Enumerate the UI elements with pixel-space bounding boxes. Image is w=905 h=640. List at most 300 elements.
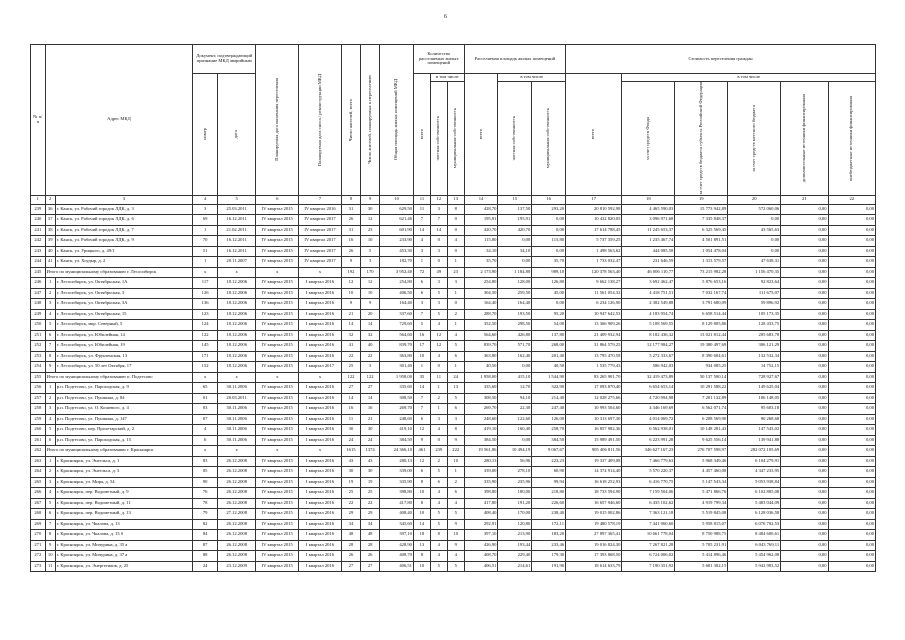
table-cell: IV квартал 2015 [256,530,299,541]
col-plan-end: Планируемая дата окончания переселения [256,45,299,196]
table-row [31,509,876,520]
table-cell: IV квартал 2015 [256,257,299,268]
table-cell: 21.02.2011 [218,225,256,236]
table-cell: г. Лесосибирск, ул. Октябрьская, 15 [55,309,192,320]
table-cell: г. Красноярск, пер. Водометный, д. 11 [55,498,192,509]
table-cell: 3 692 462,47 [622,278,675,289]
table-cell: 18 614 633,79 [566,561,622,572]
table-total-row [31,446,876,457]
table-cell: 6 076 702,53 [728,519,781,530]
table-cell: 4 [447,330,464,341]
table-cell: 18 [622,195,675,204]
table-cell: 0,00 [828,236,876,247]
table-cell: 20 810 592,98 [566,204,622,215]
table-cell: 251 [31,330,46,341]
table-cell: IV квартал 2015 [256,467,299,478]
table-cell: 268 [31,509,46,520]
table-row [31,309,876,320]
table-cell: 16 [361,404,380,415]
table-cell: 0,00 [828,561,876,572]
table-cell: 0,00 [781,393,828,404]
table-cell: г. Красноярск, ул. Мичурина, д. 37 а [55,551,192,562]
table-cell: 337,60 [380,309,414,320]
table-cell: 269,70 [464,404,498,415]
table-cell: I квартал 2016 [299,288,342,299]
table-cell: 5 483 044,09 [728,498,781,509]
table-cell: 8 [447,425,464,436]
table-cell: 10 [413,351,430,362]
table-cell: 15 989 491,50 [566,435,622,446]
table-cell: x [218,372,256,383]
col-rooms-incl: в том числе [430,74,464,82]
table-cell: I квартал 2016 [299,488,342,499]
table-cell: 10 432 820,05 [566,215,622,226]
table-cell: 5 570 220,37 [622,467,675,478]
table-cell: 3 [447,414,464,425]
table-cell: 170,00 [498,509,532,520]
table-row [31,477,876,488]
table-cell: I квартал 2016 [299,530,342,541]
table-cell: x [299,372,342,383]
table-cell: 0,00 [498,362,532,373]
table-cell: 122,60 [498,414,532,425]
table-cell: 14 [361,320,380,331]
table-cell: 5 147 543,34 [675,477,728,488]
table-cell: 4 [413,236,430,247]
table-cell: 139 941,88 [728,435,781,446]
table-cell: 9 [447,540,464,551]
table-cell: 0,00 [828,383,876,394]
table-cell: 267 [31,498,46,509]
table-cell: 0,00 [781,414,828,425]
table-cell: 22 [341,351,360,362]
table-cell: 239 [430,446,447,457]
table-cell: IV квартал 2015 [256,551,299,562]
table-cell: IV квартал 2016 [299,204,342,215]
table-cell: 0,00 [781,509,828,520]
table-cell: 264 [31,467,46,478]
table-cell: 0,00 [781,383,828,394]
table-cell: IV квартал 2015 [256,341,299,352]
table-cell: 26.12.2008 [218,551,256,562]
table-cell: 5 108 569,55 [622,320,675,331]
table-cell: 192 [341,267,360,278]
table-cell: 0,00 [828,320,876,331]
table-cell: 4 [430,498,447,509]
table-cell: 363,80 [464,351,498,362]
table-cell: 1 184,80 [498,267,532,278]
table-cell: 262 [31,446,46,457]
table-cell: 7 190 351,92 [622,561,675,572]
table-cell: 30.11.2006 [218,425,256,436]
table-row [31,561,876,572]
table-cell: 6 [193,435,218,446]
table-row [31,383,876,394]
table-cell: 12 [361,278,380,289]
table-cell: 11 245 653,37 [622,225,675,236]
table-cell: 0,00 [781,257,828,268]
table-cell: 0,00 [781,225,828,236]
table-cell: 14 374 914,40 [566,467,622,478]
table-cell: 0,00 [828,519,876,530]
table-cell: 2 [45,393,55,404]
table-cell: 2 [45,467,55,478]
table-cell: 255 [31,372,46,383]
table-cell: 266 [31,488,46,499]
table-cell: 46 006 110,77 [622,267,675,278]
table-cell: 21 [361,414,380,425]
table-cell: г. Лесосибирск, ул. 50 лет Октября, 17 [55,362,192,373]
table-cell: 5 737 359,25 [566,236,622,247]
table-cell: x [256,372,299,383]
table-cell: 428,90 [380,540,414,551]
table-cell: 4 457 460,08 [675,467,728,478]
col-area-total: Общая площадь жилых помещений МКД [380,45,414,196]
table-cell: IV квартал 2015 [256,299,299,310]
table-cell: 128,00 [498,278,532,289]
table-cell: 12,70 [498,383,532,394]
col-cost-additional: дополнительные источники финансирования [781,82,828,196]
table-cell: 0,00 [781,278,828,289]
table-cell: 10 993 504,60 [566,404,622,415]
table-cell: IV квартал 2015 [256,383,299,394]
table-cell: IV квартал 2015 [256,498,299,509]
table-cell: 170 [361,267,380,278]
table-cell: 193,50 [498,309,532,320]
table-cell: 0 [430,257,447,268]
table-cell: 280,13 [464,456,498,467]
table-cell: I квартал 2016 [299,477,342,488]
table-cell: 269,70 [380,404,414,415]
table-row [31,498,876,509]
table-cell: 419,10 [380,425,414,436]
table-cell: IV квартал 2015 [256,435,299,446]
table-cell: 79 [193,509,218,520]
table-cell: I квартал 2016 [299,561,342,572]
table-cell: 1 [447,257,464,268]
table-cell: 258 [31,404,46,415]
col-rooms: Количество расселяемых жилых помещений [413,45,464,74]
col-plan-demo: Планируемая дата сноса / реконструкции МКД [299,45,342,196]
table-cell: г. Лесосибирск, ул. Фрунзенская, 13 [55,351,192,362]
table-cell: 27 897 365,41 [566,530,622,541]
table-cell: 32 [361,330,380,341]
table-cell: 0,00 [781,425,828,436]
table-cell: 10 148 281,43 [675,425,728,436]
table-cell: 4 [430,320,447,331]
table-cell: 0,00 [828,288,876,299]
table-cell: 10 [361,236,380,247]
table-cell: IV квартал 2015 [256,561,299,572]
table-cell: г. Лесосибирск, ул. Октябрьская, 3А [55,299,192,310]
table-cell: 0,00 [828,404,876,415]
table-cell: 0,00 [828,225,876,236]
table-cell: 444 085,58 [622,246,675,257]
table-cell: 19 561,86 [464,446,498,457]
table-cell: Итого по муниципальному образованию г. Лесосибирск [45,267,193,278]
table-cell: 0,00 [828,372,876,383]
table-cell: 10 494,19 [498,446,532,457]
table-cell: 3 [361,257,380,268]
table-cell: 8 129 805,86 [675,320,728,331]
table-cell: 6 724 006,02 [622,551,675,562]
table-cell: 0,00 [781,488,828,499]
table-cell: 12 177 984,27 [622,341,675,352]
table-cell: x [193,446,218,457]
table-cell: г. Красноярск, ул. Мичурина, д. 35 а [55,540,192,551]
table-cell: 629,50 [380,204,414,215]
table-cell: 934 085,25 [675,362,728,373]
table-cell: 5 [430,519,447,530]
table-cell: 2 [430,456,447,467]
table-cell: 0,00 [781,467,828,478]
table-cell: 13 [413,540,430,551]
table-cell: 1 [45,278,55,289]
table-row [31,519,876,530]
table-row [31,288,876,299]
table-cell: 27 [341,383,360,394]
table-cell: г. Лесосибирск, ул. Октябрьская, 1А [55,278,192,289]
table-cell: 6 223 991,28 [622,435,675,446]
table-cell: IV квартал 2015 [256,425,299,436]
table-cell: IV квартал 2015 [256,509,299,520]
table-cell: 7 [413,215,430,226]
table-cell: 12 [413,456,430,467]
table-cell: x [218,446,256,457]
table-cell: 30.11.2006 [218,404,256,415]
table-cell: 14 [413,225,430,236]
table-cell: 30 [341,467,360,478]
table-cell: 572 060,06 [728,204,781,215]
table-row [31,530,876,541]
table-cell: 408,40 [380,509,414,520]
table-row [31,404,876,415]
table-cell: 7 201 132,89 [675,393,728,404]
table-cell: 123 [193,309,218,320]
table-cell: I квартал 2016 [299,278,342,289]
table-cell: 164,40 [498,299,532,310]
table-cell: 384,50 [464,435,498,446]
table-cell: 301,40 [380,362,414,373]
table-cell: 18.12.2006 [218,309,256,320]
table-cell: 254,80 [380,278,414,289]
table-cell: 304,50 [464,288,498,299]
col-cost-all: всего [566,74,622,196]
table-cell: 152 [193,362,218,373]
table-cell: 0 [447,299,464,310]
table-cell: 12 [430,330,447,341]
table-cell: 363,80 [380,351,414,362]
table-cell: 254 [31,362,46,373]
table-cell: 4 [193,195,218,204]
col-area-incl: в том числе [498,74,566,82]
table-cell: 18 [413,530,430,541]
table-row [31,456,876,467]
table-cell: 122 [193,330,218,341]
table-cell: 21 [781,195,828,204]
table-cell: г. Канск, ул. Урицкого, д. 49/1 [55,246,192,257]
table-cell: 4 346 169,69 [622,404,675,415]
table-cell: 0,00 [828,330,876,341]
table-cell: 162,40 [498,351,532,362]
table-cell: 0,00 [781,540,828,551]
table-cell: 8 484 600,61 [728,530,781,541]
table-cell: I квартал 2016 [299,498,342,509]
table-cell: 231 646,59 [622,257,675,268]
table-cell: I квартал 2016 [299,509,342,520]
table-cell: 8 [430,530,447,541]
table-cell: 1 [447,288,464,299]
table-cell: 0,00 [828,267,876,278]
table-cell: 22 [828,195,876,204]
table-cell: г. Канск, ул. Рабочий городок ЛДК, д. 6 [55,215,192,226]
table-cell: 7 [45,519,55,530]
table-cell: 1 054 478,04 [675,246,728,257]
table-cell: 195,91 [464,215,498,226]
table-cell: IV квартал 2015 [256,288,299,299]
table-cell: 191,90 [532,561,566,572]
col-document: Документ, подтверждающий признание МКД аварийным [193,45,256,74]
table-cell: 0 [430,236,447,247]
table-cell: 10 [447,530,464,541]
table-cell: 10 [413,509,430,520]
table-cell: 7 466 779,63 [622,456,675,467]
table-cell: 252 [31,341,46,352]
table-row [31,278,876,289]
table-row [31,330,876,341]
table-cell: 4 [447,551,464,562]
table-cell: 417,80 [464,498,498,509]
table-cell: 3 [361,362,380,373]
table-cell: IV квартал 2015 [256,204,299,215]
table-cell: 7 335 848,37 [675,215,728,226]
table-cell: 16 618 252,93 [566,477,622,488]
table-cell: 41 [341,341,360,352]
col-rooms-priv: частная собственность [430,82,447,196]
table-cell: 241 [31,225,46,236]
table-cell: I квартал 2016 [299,456,342,467]
table-cell: 0,00 [781,362,828,373]
table-cell: 1 958,00 [464,372,498,383]
table-cell: г. Красноярск, пер. Водометный, д. 9 [55,488,192,499]
table-cell: 24 [341,435,360,446]
table-cell: 30.11.2006 [218,414,256,425]
table-cell: 408,40 [464,509,498,520]
col-cost-subject: за счет средств бюджета субъекта Российской Федерации [675,82,728,196]
table-cell: 8 [413,498,430,509]
table-cell: 16.12.2011 [218,246,256,257]
table-cell: 10 313 697,30 [566,414,622,425]
table-cell: 6 [413,467,430,478]
table-cell: 245 [31,267,46,278]
table-cell: 453,30 [380,246,414,257]
table-row [31,393,876,404]
table-cell: 2 382 549,88 [622,299,675,310]
table-cell: 48 [341,530,360,541]
table-cell: 322,90 [532,383,566,394]
table-cell: 282 072 105,69 [728,446,781,457]
table-cell: 16 [341,404,360,415]
table-cell: 7 441 060,60 [622,519,675,530]
table-cell: 3 [447,278,464,289]
table-cell: 0,00 [781,372,828,383]
table-cell: 9 [447,519,464,530]
table-cell: 12 [413,425,430,436]
table-cell: 0,00 [828,414,876,425]
table-cell: 11 [413,195,430,204]
table-cell: 4 [430,551,447,562]
table-cell: IV квартал 2015 [256,540,299,551]
table-cell: 1 498 563,62 [566,246,622,257]
table-cell: 17 093 870,40 [566,383,622,394]
table-cell: 254,80 [464,278,498,289]
table-row [31,320,876,331]
table-cell: 17 [566,195,622,204]
table-cell: 248,60 [380,414,414,425]
table-cell: 1 [45,456,55,467]
table-cell: 31 [341,225,360,236]
table-cell: I квартал 2016 [299,467,342,478]
table-cell: 0,00 [828,435,876,446]
table-cell: I квартал 2016 [299,393,342,404]
table-cell: IV квартал 2017 [299,236,342,247]
table-cell: 26.12.2008 [218,477,256,488]
table-cell: 10 [341,288,360,299]
table-cell: г. Красноярск, ул. Энергетиков, д. 25 [55,561,192,572]
table-cell: 0,00 [781,456,828,467]
table-cell: 5 053 938,84 [728,477,781,488]
table-cell: IV квартал 2015 [256,330,299,341]
table-cell: 23 [447,267,464,278]
table-cell: x [218,267,256,278]
table-cell: 15 773 942,89 [675,204,728,215]
table-cell: 34,10 [498,246,532,257]
table-cell: 6 102 885,08 [728,488,781,499]
table-cell: 16.12.2011 [218,215,256,226]
table-cell: 0,00 [781,288,828,299]
table-cell: 6 [413,414,430,425]
table-cell: 11 [413,204,430,215]
table-row [31,362,876,373]
table-cell: 13 021 812,44 [675,330,728,341]
table-cell: 4 347 233,95 [728,467,781,478]
page-number: 6 [444,14,447,20]
table-cell: 6 208 569,90 [675,414,728,425]
table-cell: 35 [413,372,430,383]
table-cell: 5 454 962,08 [728,551,781,562]
table-cell: 0,00 [781,204,828,215]
table-cell: 10 [447,456,464,467]
table-cell: 428,70 [464,204,498,215]
table-cell: 6 [45,509,55,520]
table-cell: 21 [341,309,360,320]
table-cell: 40,50 [532,362,566,373]
table-cell: 3 [193,204,218,215]
col-doc-date: дата [218,74,256,196]
table-cell: 50 137 500,14 [675,372,728,383]
table-cell: 37 [45,215,55,226]
table-cell: 13 [447,195,464,204]
table-cell: 308,50 [380,393,414,404]
table-cell: 5 471 866,76 [675,488,728,499]
table-cell: I квартал 2016 [299,519,342,530]
table-cell: 8 182 436,32 [622,330,675,341]
table-cell: 03 [193,404,218,415]
table-cell: 14 [341,393,360,404]
table-cell: I квартал 2016 [299,425,342,436]
table-cell: 293,20 [532,204,566,215]
table-cell: 0,00 [828,540,876,551]
